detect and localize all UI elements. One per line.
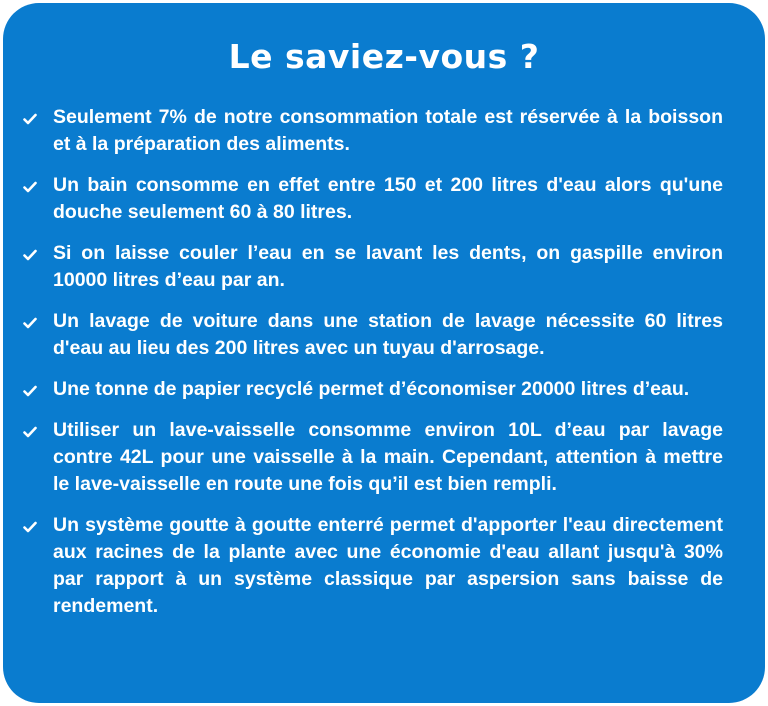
facts-list	[23, 104, 723, 634]
checkmark-icon	[23, 249, 37, 261]
info-card	[3, 3, 765, 703]
fact-text: Seulement 7% de notre consommation totale est réservée à la boisson et à la préparation des aliments.	[53, 106, 723, 155]
fact-item	[23, 512, 723, 620]
card-title: Le saviez-vous ?	[228, 37, 540, 76]
fact-item	[23, 104, 723, 158]
checkmark-icon	[23, 521, 37, 533]
fact-item	[23, 308, 723, 362]
fact-item	[23, 376, 723, 403]
fact-text: Une tonne de papier recyclé permet d’économiser 20000 litres d’eau.	[53, 378, 690, 400]
fact-text: Si on laisse couler l’eau en se lavant les dents, on gaspille environ 10000 litres d’eau par an.	[53, 242, 723, 291]
fact-item	[23, 240, 723, 294]
fact-item	[23, 172, 723, 226]
fact-text: Un bain consomme en effet entre 150 et 200 litres d'eau alors qu'une douche seulement 60 à 80 litres.	[53, 174, 723, 223]
checkmark-icon	[23, 385, 37, 397]
fact-text: Utiliser un lave-vaisselle consomme environ 10L d’eau par lavage contre 42L pour une vaisselle à la main. Cependant, attention à mettre le lave-vaisselle en route une fois qu’il est bien rempli.	[53, 419, 723, 495]
checkmark-icon	[23, 426, 37, 438]
checkmark-icon	[23, 113, 37, 125]
checkmark-icon	[23, 317, 37, 329]
checkmark-icon	[23, 181, 37, 193]
fact-text: Un système goutte à goutte enterré permet d'apporter l'eau directement aux racines de la plante avec une économie d'eau allant jusqu'à 30% par rapport à un système classique par aspersion sans baisse de rendement.	[53, 514, 723, 617]
fact-text: Un lavage de voiture dans une station de lavage nécessite 60 litres d'eau au lieu des 200 litres avec un tuyau d'arrosage.	[53, 310, 723, 359]
fact-item	[23, 417, 723, 498]
